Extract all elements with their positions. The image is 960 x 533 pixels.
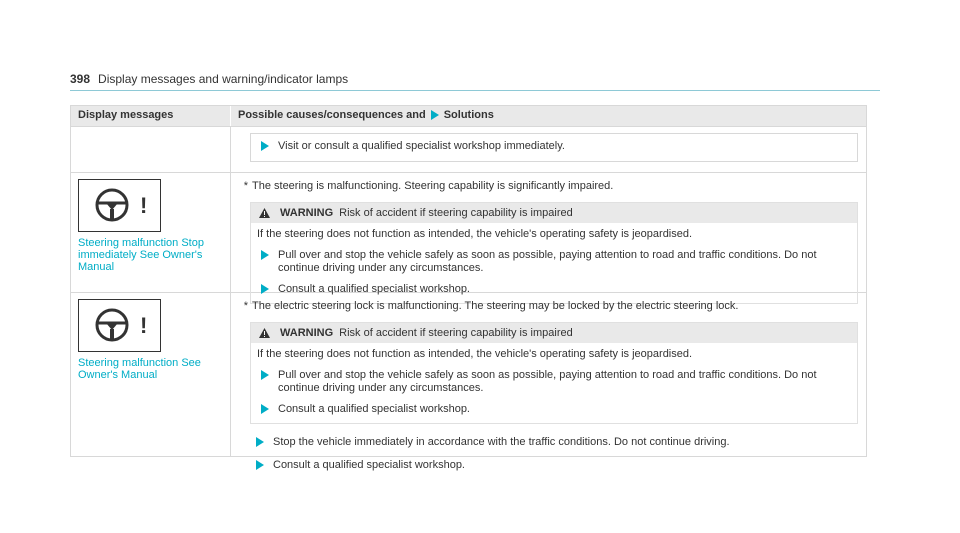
arrow-right-icon [261, 250, 269, 260]
arrow-right-icon [261, 141, 269, 151]
display-messages-table [70, 105, 867, 471]
warning-text: If the steering does not function as intended, the vehicle's operating safety is jeopardised. [257, 228, 693, 240]
cause-text: * The steering is malfunctioning. Steering capability is significantly impaired. [238, 180, 858, 193]
page-header [70, 72, 880, 91]
arrow-right-icon [256, 460, 264, 470]
message-cell [71, 293, 231, 456]
column-header-solutions: Solutions [443, 109, 494, 121]
warning-title: Risk of accident if steering capability is impaired [339, 327, 573, 339]
table-header [71, 106, 866, 126]
page-number: 398 [70, 72, 91, 86]
warning-box [250, 202, 858, 304]
display-message-text: Steering malfunction Stop immediately See Owner's Manual [78, 237, 204, 273]
warning-title: Risk of accident if steering capability is impaired [339, 207, 573, 219]
solution-step: Stop the vehicle immediately in accordance with the traffic conditions. Do not continue driving. [252, 436, 858, 449]
footnote-star: * [243, 180, 248, 192]
arrow-right-icon [431, 110, 439, 120]
warning-text: If the steering does not function as intended, the vehicle's operating safety is jeopardised. [257, 348, 693, 360]
arrow-right-icon [261, 404, 269, 414]
exclamation-mark: ! [140, 193, 148, 218]
column-header-display-messages: Display messages [71, 106, 231, 126]
footnote-star: * [243, 300, 248, 312]
warning-header [251, 203, 857, 223]
warning-triangle-icon [259, 208, 270, 218]
warning-triangle-icon [259, 328, 270, 338]
warning-box [250, 322, 858, 424]
table-row [71, 126, 866, 172]
solution-step: Visit or consult a qualified specialist workshop immediately. [257, 140, 857, 153]
solution-box [250, 133, 858, 162]
solution-step: Consult a qualified specialist workshop. [257, 283, 857, 296]
exclamation-mark: ! [140, 313, 148, 338]
table-row [71, 172, 866, 295]
page-title: Display messages and warning/indicator lamps [98, 72, 349, 86]
solution-step: Pull over and stop the vehicle safely as soon as possible, paying attention to road and traffic conditions. Do not continue driving under any circumstances. [257, 249, 857, 275]
column-header-causes: Possible causes/consequences and [238, 109, 426, 121]
solution-step: Pull over and stop the vehicle safely as soon as possible, paying attention to road and traffic conditions. Do not continue driving under any circumstances. [257, 369, 857, 395]
column-header-causes-solutions [231, 106, 866, 126]
cause-text: * The electric steering lock is malfunctioning. The steering may be locked by the electric steering lock. [238, 300, 858, 313]
table-row [71, 292, 866, 471]
warning-label: WARNING [280, 327, 334, 339]
warning-label: WARNING [280, 207, 334, 219]
solution-step: Consult a qualified specialist workshop. [252, 459, 858, 472]
warning-header [251, 323, 857, 343]
display-message-text: Steering malfunction See Owner's Manual [78, 357, 201, 381]
steering-wheel-warning-icon [78, 299, 161, 352]
message-cell [71, 173, 231, 292]
solution-step: Consult a qualified specialist workshop. [257, 403, 857, 416]
arrow-right-icon [261, 370, 269, 380]
arrow-right-icon [256, 437, 264, 447]
message-cell-empty [71, 127, 231, 172]
steering-wheel-warning-icon [78, 179, 161, 232]
